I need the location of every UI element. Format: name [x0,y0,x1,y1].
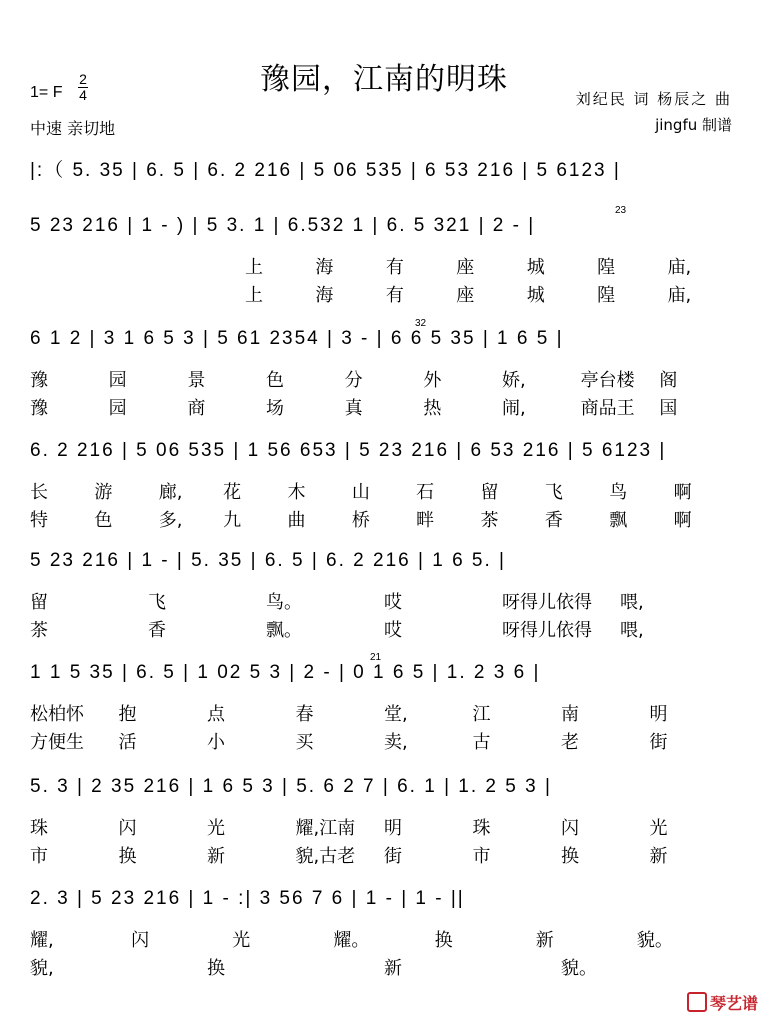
lyric-word: 松柏怀 [30,704,84,725]
lyric-word: 明 [649,704,668,725]
lyric-word: 貌, [30,958,54,979]
notation-line: 1 1 5 35 | 6. 5 | 1 02 5 3 | 2 - | 0 1 6 5 | 1. 2 3 6 | [30,662,541,683]
lyric-word: 飘。 [266,620,302,641]
lyric-word: 飞 [148,592,166,613]
lyric-word: 耀, [30,930,54,951]
lyric-word: 市 [472,846,491,867]
lyric-word: 活 [118,732,137,753]
lyric-word: 抱 [118,704,137,725]
lyric-line [30,588,738,612]
lyric-word: 呀得儿依得 [502,620,592,641]
lyric-word: 点 [207,704,225,725]
lyric-word: 特 [30,510,48,531]
lyric-word: 桥 [351,510,370,531]
brand-logo-icon [687,992,707,1012]
lyric-word: 分 [344,370,363,391]
lyric-word: 珠 [30,818,48,839]
lyric-word: 呀得儿依得 [502,592,592,613]
lyric-word: 游 [94,482,113,503]
lyric-word: 换 [118,846,137,867]
lyric-word: 留 [480,482,499,503]
lyric-word: 新 [384,958,402,979]
lyric-word: 明 [384,818,402,839]
notation-line: 2. 3 | 5 23 216 | 1 - :| 3 56 7 6 | 1 - | 1 - || [30,888,465,909]
lyric-word: 光 [232,930,251,951]
lyric-word: 换 [434,930,453,951]
grace-note: 32 [415,318,427,329]
lyric-line [30,478,738,502]
lyric-word: 啊 [673,482,692,503]
notation-row [30,878,738,918]
lyric-word: 卖, [384,732,408,753]
lyric-word: 鸟 [609,482,628,503]
notation-line: 6. 2 216 | 5 06 535 | 1 56 653 | 5 23 216 | 6 53 216 | 5 6123 | [30,440,667,461]
lyric-word: 光 [207,818,225,839]
lyric-word: 耀。 [333,930,370,951]
lyric-word: 石 [416,482,435,503]
lyric-word: 场 [266,398,284,419]
key-signature: 1= F [30,84,63,101]
lyric-word: 耀,江南 [295,818,356,839]
lyric-word: 城 [526,285,545,306]
lyric-word: 新 [207,846,225,867]
lyric-word: 阁 [659,370,678,391]
lyric-word: 豫 [30,398,48,419]
lyric-word: 亭台楼 [580,370,635,391]
lyric-word: 换 [207,958,225,979]
lyric-word: 有 [385,285,404,306]
notation-line: 5 23 216 | 1 - ) | 5 3. 1 | 6.532 1 | 6. 5 321 | 2 - | [30,215,536,236]
lyric-word: 真 [344,398,363,419]
lyric-word: 长 [30,482,48,503]
lyric-word: 有 [385,257,404,278]
time-bottom: 4 [79,87,87,103]
grace-note: 21 [370,652,382,663]
lyric-word: 方便生 [30,732,84,753]
lyric-word: 座 [456,257,475,278]
lyric-word: 座 [456,285,475,306]
lyric-word: 市 [30,846,48,867]
lyric-word: 多, [158,510,183,531]
lyric-word: 香 [544,510,563,531]
notation-row [30,318,738,358]
lyric-word: 闹, [502,398,526,419]
lyric-line [30,842,738,866]
lyric-word: 貌,古老 [295,846,356,867]
lyric-word: 江 [472,704,491,725]
notation-row [30,652,738,692]
lyric-word: 海 [315,257,334,278]
lyric-word: 闪 [561,818,579,839]
lyric-word: 街 [649,732,668,753]
time-signature [78,72,88,103]
lyric-line [30,394,738,418]
lyric-word: 外 [423,370,442,391]
lyric-word: 街 [384,846,402,867]
lyric-word: 九 [223,510,242,531]
lyric-word: 园 [108,370,127,391]
lyric-word: 城 [526,257,545,278]
notation-row [30,430,738,470]
lyric-word: 鸟。 [266,592,302,613]
lyric-word: 光 [649,818,668,839]
lyric-word: 豫 [30,370,48,391]
lyric-word: 茶 [30,620,48,641]
lyric-word: 啊 [673,510,692,531]
lyric-word: 景 [187,370,206,391]
lyric-word: 商 [187,398,206,419]
lyric-word: 曲 [287,510,306,531]
lyric-word: 古 [472,732,491,753]
watermark [687,991,758,1014]
lyric-word: 茶 [480,510,499,531]
lyric-word: 廊, [158,482,183,503]
lyric-line [30,926,738,950]
lyric-word: 木 [287,482,306,503]
lyric-word: 上 [245,285,263,306]
lyric-word: 小 [207,732,225,753]
notation-line: |:（ 5. 35 | 6. 5 | 6. 2 216 | 5 06 535 | 6 53 216 | 5 6123 | [30,160,621,181]
lyric-word: 貌。 [636,930,673,951]
lyric-word: 哎 [384,620,402,641]
notation-row [30,205,738,245]
lyric-word: 新 [535,930,554,951]
lyric-word: 香 [148,620,166,641]
lyric-word: 留 [30,592,48,613]
lyric-line [30,728,738,752]
lyric-word: 南 [561,704,579,725]
lyric-line [30,700,738,724]
lyric-line [30,281,738,305]
notation-line: 5 23 216 | 1 - | 5. 35 | 6. 5 | 6. 2 216 | 1 6 5. | [30,550,506,571]
lyric-word: 飞 [544,482,563,503]
notation-row [30,145,738,185]
lyric-word: 飘 [609,510,628,531]
notation-line: 6 1 2 | 3 1 6 5 3 | 5 61 2354 | 3 - | 6 6 5 35 | 1 6 5 | [30,328,564,349]
lyric-word: 园 [108,398,127,419]
lyric-word: 庙, [667,257,692,278]
lyric-word: 哎 [384,592,402,613]
lyric-word: 隍 [597,257,616,278]
lyric-word: 花 [223,482,242,503]
lyric-word: 色 [94,510,113,531]
notation-row [30,766,738,806]
grace-note: 23 [615,205,627,216]
watermark-text: 琴艺谱 [709,994,758,1013]
notation-row [30,540,738,580]
lyric-word: 山 [351,482,370,503]
lyric-word: 换 [561,846,579,867]
lyric-word: 堂, [384,704,408,725]
credits-lyrics-music: 刘纪民 词 杨辰之 曲 [575,90,732,108]
lyric-word: 畔 [416,510,435,531]
lyric-word: 庙, [667,285,692,306]
tempo-marking: 中速 亲切地 [30,119,116,138]
lyric-word: 闪 [118,818,137,839]
credits-transcriber: jingfu 制谱 [655,116,732,134]
lyric-word: 国 [659,398,678,419]
lyric-word: 新 [649,846,668,867]
lyric-word: 闪 [131,930,150,951]
lyric-word: 商品王 [580,398,635,419]
page-title: 豫园，江南的明珠 [260,62,508,97]
lyric-word: 春 [295,704,314,725]
lyric-word: 喂, [620,620,644,641]
lyric-word: 海 [315,285,334,306]
lyric-line [30,954,738,978]
lyric-word: 热 [423,398,442,419]
lyric-word: 娇, [502,370,526,391]
lyric-word: 老 [561,732,579,753]
lyric-line [30,506,738,530]
lyric-word: 珠 [472,818,491,839]
notation-line: 5. 3 | 2 35 216 | 1 6 5 3 | 5. 6 2 7 | 6. 1 | 1. 2 5 3 | [30,776,552,797]
lyric-line [30,814,738,838]
lyric-line [30,366,738,390]
lyric-word: 上 [245,257,263,278]
lyric-word: 喂, [620,592,644,613]
lyric-word: 买 [295,732,314,753]
lyric-word: 隍 [597,285,616,306]
lyric-line [30,253,738,277]
lyric-word: 色 [266,370,284,391]
lyric-line [30,616,738,640]
lyric-word: 貌。 [561,958,597,979]
time-top: 2 [79,71,87,87]
